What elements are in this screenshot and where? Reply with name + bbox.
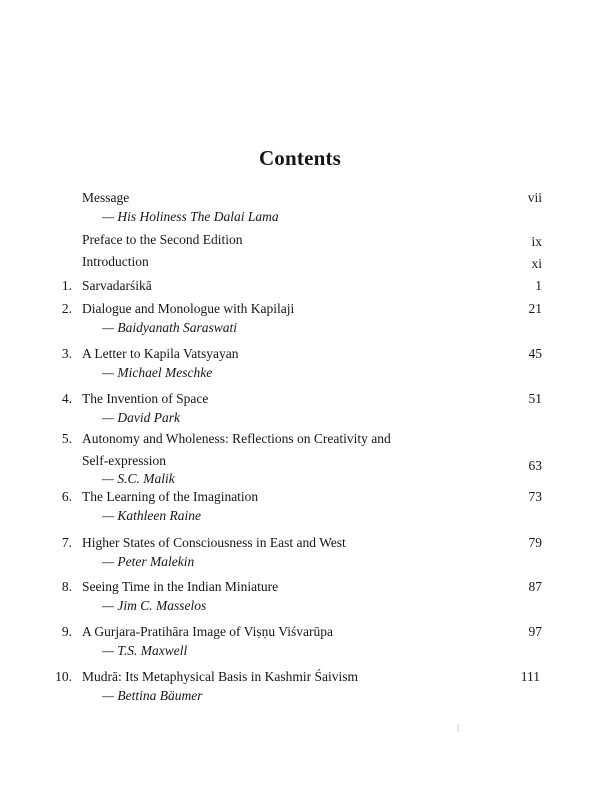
toc-entry-title: A Letter to Kapila Vatsyayan [82,346,239,361]
toc-entry-title: Dialogue and Monologue with Kapilaji [82,301,295,316]
page-title: Contents [258,146,342,170]
toc-entry-page: 45 [528,346,542,361]
toc-entry-number: 8. [61,579,72,594]
toc-entry-page: 21 [528,301,542,316]
toc-entry-page: vii [527,190,542,205]
toc-entry-title: A Gurjara-Pratihāra Image of Viṣṇu Viśvarūpa [82,624,333,639]
toc-entry-author: — S.C. Malik [102,471,175,486]
toc-entry [0,666,600,703]
toc-entry-number: 9. [61,624,72,639]
toc-entry [0,187,600,224]
toc-entry-number: 5. [61,431,72,446]
toc-entry-page: 97 [528,624,542,639]
toc-entry-author: — Bettina Bäumer [102,688,203,703]
toc-entry [0,298,600,335]
toc-entry-title: Sarvadarśikā [82,278,152,293]
toc-entry-page: 1 [535,278,542,293]
toc-entry-page: 63 [528,458,542,473]
toc-entry-title: Seeing Time in the Indian Miniature [82,579,279,594]
toc-entry-title: Message [82,190,130,205]
toc-entry-page: 87 [528,579,542,594]
toc-entry [0,621,600,658]
toc-entry [0,428,600,486]
toc-entry-author: — Peter Malekin [102,554,195,569]
toc-entry-page: ix [531,234,542,249]
toc-entry-number: 2. [61,301,72,316]
toc-entry-author: — His Holiness The Dalai Lama [102,209,279,224]
toc-entry-author: — Baidyanath Saraswati [102,320,238,335]
toc-entry-title: The Invention of Space [82,391,209,406]
toc-entry-title: The Learning of the Imagination [82,489,259,504]
toc-entry-number: 7. [61,535,72,550]
toc-entry-title: Introduction [82,254,149,269]
toc-entry-author: — Kathleen Raine [102,508,201,523]
toc-entry-title: Higher States of Consciousness in East and West [82,535,346,550]
toc-entry [0,576,600,613]
toc-entry-title: Mudrā: Its Metaphysical Basis in Kashmir Śaivism [82,669,358,684]
toc-entry-author: — David Park [102,410,180,425]
toc-entry-page: xi [531,256,542,271]
toc-entry [0,229,600,251]
toc-entry-author: — Jim C. Masselos [102,598,207,613]
scan-speck [457,724,459,732]
toc-entry-number: 6. [61,489,72,504]
toc-entry-number: 1. [61,278,72,293]
toc-entry [0,486,600,523]
toc-entry-page: 51 [528,391,542,406]
toc-entry-title: Preface to the Second Edition [82,232,243,247]
toc-entry [0,251,600,273]
toc-entry [0,343,600,380]
toc-entry-author: — Michael Meschke [102,365,213,380]
toc-entry-author: — T.S. Maxwell [102,643,188,658]
toc-entry-page: 73 [528,489,542,504]
toc-entry [0,388,600,425]
toc-entry [0,532,600,569]
toc-entry-page: 111 [520,669,540,684]
toc-entry-number: 4. [61,391,72,406]
toc-entry-number: 10. [55,669,72,684]
toc-entry-number: 3. [61,346,72,361]
toc-entry [0,275,600,297]
toc-entry-title: Autonomy and Wholeness: Reflections on Creativity and [82,431,391,446]
toc-entry-title-continued: Self-expression [82,453,166,468]
toc-entry-page: 79 [528,535,542,550]
